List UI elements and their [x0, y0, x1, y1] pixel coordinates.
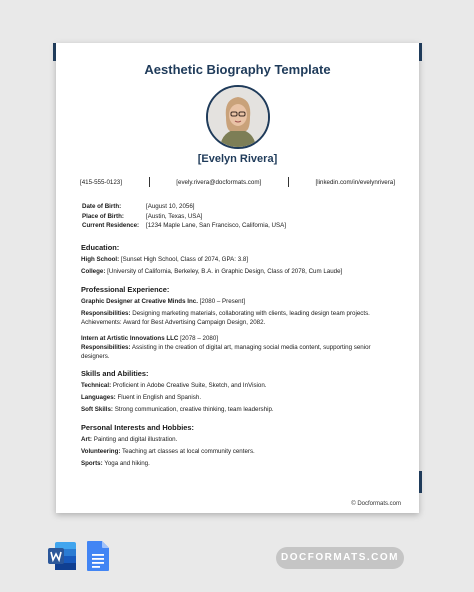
sports-value: Yoga and hiking. [104, 460, 150, 467]
job2-resp-value: Assisting in the creation of digital art, managing social media content, supporting senior designers. [81, 344, 371, 360]
job1-resp-label: Responsibilities: [81, 310, 131, 317]
job2-resp-label: Responsibilities: [81, 344, 131, 351]
document-page [56, 43, 419, 513]
job1-title-line [81, 297, 395, 306]
profile-photo [206, 85, 270, 149]
languages-value: Fluent in English and Spanish. [117, 394, 202, 401]
job1-resp-value: Designing marketing materials, collaborating with clients, leading design team projects. [132, 310, 370, 317]
info-row-pob [82, 212, 286, 222]
info-row-dob [82, 202, 286, 212]
college-value: [University of California, Berkeley, B.A. in Graphic Design, Class of 2078, Cum Laude] [107, 268, 343, 275]
divider [288, 177, 289, 187]
soft-skills-label: Soft Skills: [81, 406, 113, 413]
languages-label: Languages: [81, 394, 116, 401]
contact-bar [80, 177, 395, 187]
accent-bar-top-right [419, 43, 422, 61]
accent-bar-top-left [53, 43, 56, 61]
interest-art [81, 435, 395, 444]
job2-dates: [2078 – 2080] [180, 335, 218, 342]
skills-heading: Skills and Abilities: [81, 369, 149, 378]
education-high-school [81, 255, 395, 264]
skill-soft [81, 405, 395, 414]
pob-value: [Austin, Texas, USA] [146, 212, 203, 220]
job1-dates: [2080 – Present] [199, 298, 246, 305]
job2-responsibilities [81, 343, 395, 361]
art-label: Art: [81, 436, 92, 443]
interest-sports [81, 459, 395, 468]
hs-value: [Sunset High School, Class of 2074, GPA: 3.8] [120, 256, 249, 263]
job2-title-line [81, 334, 395, 343]
hs-label: High School: [81, 256, 120, 263]
skills-section [81, 369, 395, 417]
technical-value: Proficient in Adobe Creative Suite, Sketch, and InVision. [112, 382, 267, 389]
phone-text: [415-555-0123] [80, 178, 122, 186]
skill-technical [81, 381, 395, 390]
technical-label: Technical: [81, 382, 112, 389]
volunteering-label: Volunteering: [81, 448, 121, 455]
sports-label: Sports: [81, 460, 103, 467]
job2-title: Intern at Artistic Innovations LLC [81, 335, 179, 342]
experience-section [81, 285, 395, 364]
docformats-brand-badge[interactable]: DOCFORMATS.COM [276, 547, 404, 569]
person-name: [Evelyn Rivera] [197, 153, 278, 165]
skill-languages [81, 393, 395, 402]
dob-value: [August 10, 2056] [146, 203, 195, 210]
residence-value: [1234 Maple Lane, San Francisco, California, USA] [146, 222, 286, 229]
job1-title: Graphic Designer at Creative Minds Inc. [81, 298, 198, 305]
google-docs-icon[interactable] [86, 540, 110, 572]
info-row-residence [82, 221, 286, 231]
volunteering-value: Teaching art classes at local community centers. [122, 448, 255, 455]
experience-heading: Professional Experience: [81, 285, 170, 294]
interests-heading: Personal Interests and Hobbies: [81, 423, 194, 432]
art-value: Painting and digital illustration. [93, 436, 178, 443]
job1-achievements: Achievements: Award for Best Advertising Campaign Design, 2082. [81, 319, 266, 326]
pob-label: Place of Birth: [82, 212, 124, 220]
linkedin-text: [linkedin.com/in/evelynrivera] [315, 178, 395, 186]
education-heading: Education: [81, 243, 120, 252]
personal-info [82, 202, 286, 231]
education-section [81, 243, 395, 279]
education-college [81, 267, 395, 276]
college-label: College: [81, 268, 106, 275]
email-text: [evely.rivera@docformats.com] [176, 178, 262, 186]
accent-bar-bottom-right [419, 471, 422, 493]
residence-label: Current Residence: [82, 222, 140, 229]
word-icon[interactable] [46, 540, 78, 572]
interests-section [81, 423, 395, 471]
copyright-text: © Docformats.com [351, 501, 401, 507]
document-title: Aesthetic Biography Template [144, 62, 331, 77]
interest-volunteering [81, 447, 395, 456]
soft-skills-value: Strong communication, creative thinking, team leadership. [114, 406, 274, 413]
dob-label: Date of Birth: [82, 203, 122, 210]
job1-responsibilities [81, 309, 395, 318]
divider [149, 177, 150, 187]
